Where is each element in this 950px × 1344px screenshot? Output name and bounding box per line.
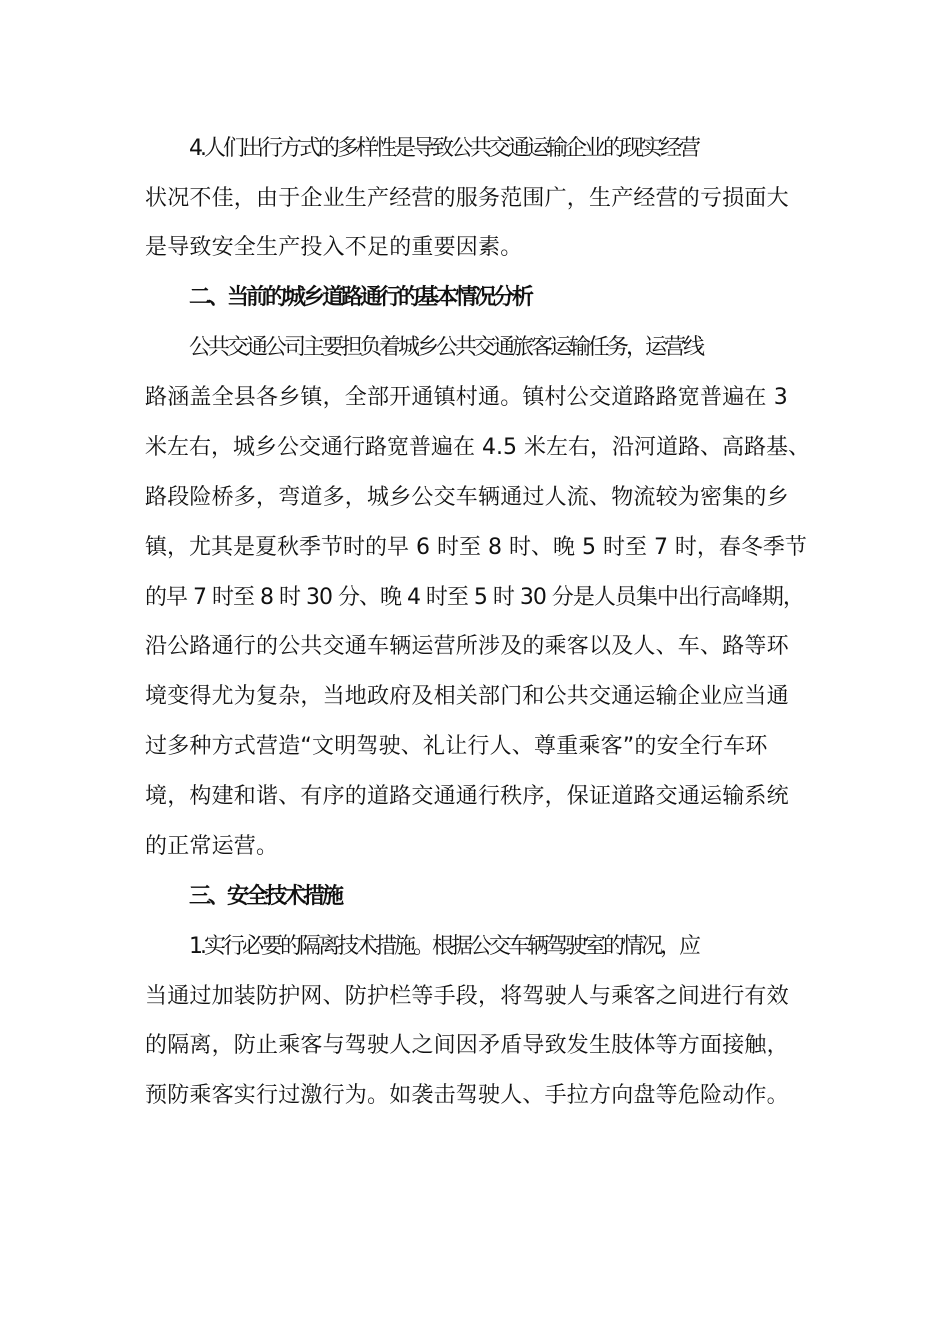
paragraph-line: 预防乘客实行过激行为。如袭击驾驶人、手拉方向盘等危险动作。	[145, 1083, 789, 1108]
paragraph-line: 当通过加装防护网、防护栏等手段，将驾驶人与乘客之间进行有效	[145, 984, 789, 1009]
paragraph-line: 沿公路通行的公共交通车辆运营所涉及的乘客以及人、车、路等环	[145, 634, 789, 659]
section-heading: 二、当前的城乡道路通行的基本情况分析	[189, 285, 532, 310]
section-heading: 三、安全技术措施	[189, 884, 342, 909]
paragraph-line: 境变得尤为复杂，当地政府及相关部门和公共交通运输企业应当通	[145, 684, 789, 709]
paragraph-line: 境，构建和谐、有序的道路交通通行秩序，保证道路交通运输系统	[145, 784, 789, 809]
paragraph-line: 路段险桥多，弯道多，城乡公交车辆通过人流、物流较为密集的乡	[145, 485, 789, 510]
paragraph-line: 路涵盖全县各乡镇，全部开通镇村通。镇村公交道路路宽普遍在 3	[145, 385, 788, 410]
paragraph-line: 的隔离，防止乘客与驾驶人之间因矛盾导致发生肢体等方面接触，	[145, 1033, 789, 1058]
paragraph-line: 公共交通公司主要担负着城乡公共交通旅客运输任务，运营线	[189, 335, 703, 360]
paragraph-line: 过多种方式营造“文明驾驶、礼让行人、尊重乘客”的安全行车环	[145, 734, 768, 759]
paragraph-line: 1.实行必要的隔离技术措施。根据公交车辆驾驶室的情况，应	[189, 934, 698, 959]
paragraph-line: 是导致安全生产投入不足的重要因素。	[145, 235, 523, 260]
paragraph-line: 米左右，城乡公交通行路宽普遍在 4.5 米左右，沿河道路、高路基、	[145, 435, 810, 460]
paragraph-line: 的早 7 时至 8 时 30 分、晚 4 时至 5 时 30 分是人员集中出行高峰期，	[145, 585, 804, 610]
paragraph-line: 4.人们出行方式的多样性是导致公共交通运输企业的现实经营	[189, 136, 698, 161]
paragraph-line: 的正常运营。	[145, 834, 279, 859]
paragraph-line: 状况不佳，由于企业生产经营的服务范围广，生产经营的亏损面大	[145, 186, 789, 211]
paragraph-line: 镇，尤其是夏秋季节时的早 6 时至 8 时、晚 5 时至 7 时，春冬季节	[145, 535, 807, 560]
